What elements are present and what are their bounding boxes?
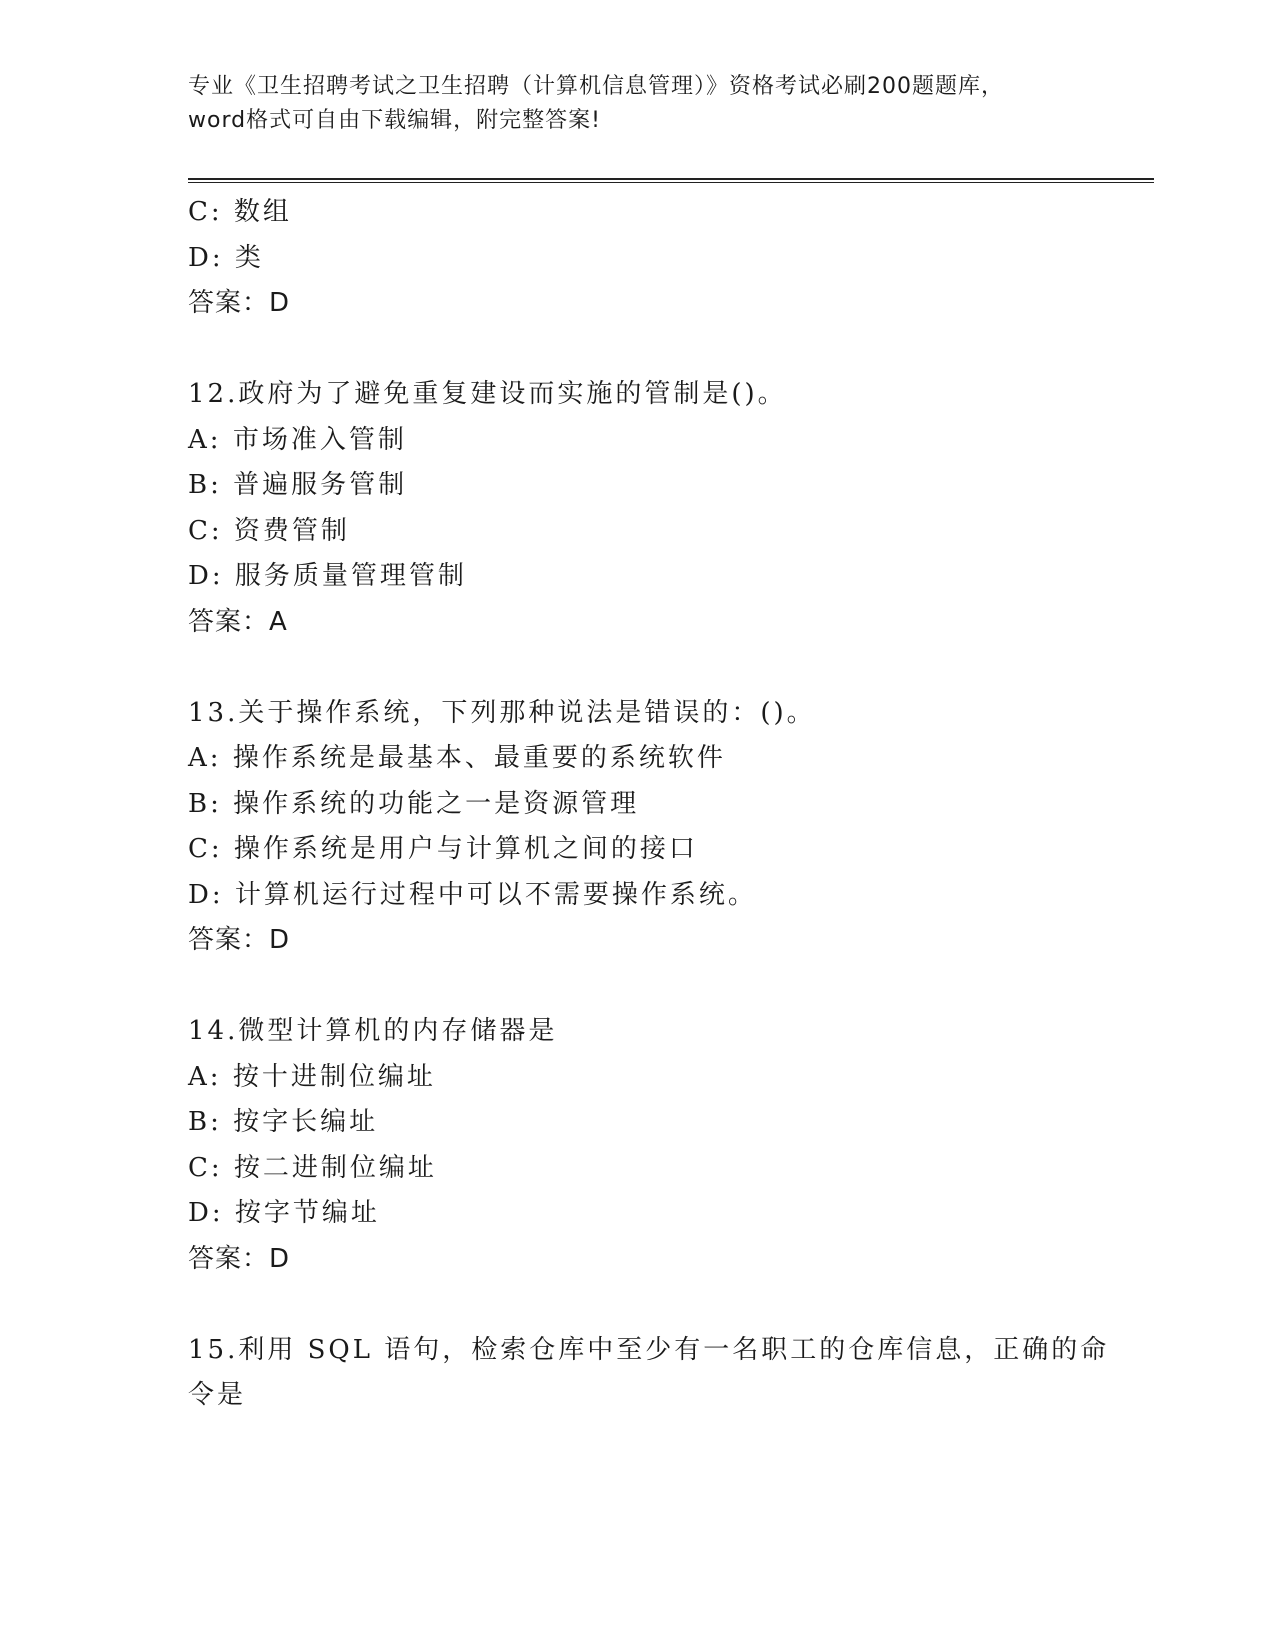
option-letter: C: <box>188 1152 223 1183</box>
option-letter: D: <box>188 561 224 591</box>
option-a <box>188 418 1088 464</box>
header-title-line-2: word格式可自由下载编辑，附完整答案! <box>188 108 601 133</box>
option-text: 计算机运行过程中可以不需要操作系统。 <box>234 879 757 910</box>
option-text: 普遍服务管制 <box>233 470 408 500</box>
option-d <box>188 1191 1088 1237</box>
question-list <box>188 190 1110 1419</box>
option-b <box>188 1100 1088 1146</box>
option-letter: A: <box>188 1061 222 1092</box>
option-text: 按十进制位编址 <box>232 1061 436 1092</box>
option-d <box>188 873 1088 919</box>
answer-line: 答案：D <box>188 1243 291 1274</box>
question-stem-15-line-2: 令是 <box>188 1380 247 1410</box>
answer-line: 答案：A <box>188 606 288 637</box>
option-letter: D: <box>188 879 224 910</box>
option-d <box>188 554 1088 600</box>
option-letter: C: <box>188 197 223 227</box>
header-title-line-1: 专业《卫生招聘考试之卫生招聘（计算机信息管理）》资格考试必刷200题题库， <box>188 74 1004 99</box>
option-text: 操作系统是用户与计算机之间的接口 <box>233 834 698 864</box>
option-a <box>188 1055 1088 1101</box>
option-c <box>188 190 1088 236</box>
option-letter: C: <box>188 515 223 546</box>
option-text: 操作系统是最基本、最重要的系统软件 <box>232 743 726 773</box>
question-stem-12: 12.政府为了避免重复建设而实施的管制是()。 <box>188 379 787 409</box>
option-b <box>188 463 1088 509</box>
document-header <box>188 70 1088 138</box>
option-letter: B: <box>188 788 222 819</box>
question-stem-15-line-1: 15.利用 SQL 语句，检索仓库中至少有一名职工的仓库信息，正确的命 <box>188 1334 1110 1365</box>
question-stem-13: 13.关于操作系统，下列那种说法是错误的：()。 <box>188 697 816 728</box>
option-letter: B: <box>188 1107 222 1137</box>
header-divider-thin <box>188 182 1154 183</box>
option-letter: D: <box>188 242 224 273</box>
option-letter: D: <box>188 1198 224 1228</box>
option-text: 按字节编址 <box>234 1198 380 1228</box>
option-text: 按字长编址 <box>233 1107 379 1137</box>
option-text: 数组 <box>233 197 292 227</box>
option-text: 服务质量管理管制 <box>234 561 467 591</box>
option-c <box>188 1146 1088 1192</box>
question-stem-14: 14.微型计算机的内存储器是 <box>188 1016 558 1046</box>
option-c <box>188 509 1088 555</box>
option-text: 市场准入管制 <box>232 424 407 455</box>
option-letter: A: <box>188 424 222 455</box>
option-text: 操作系统的功能之一是资源管理 <box>233 788 640 819</box>
option-b <box>188 782 1088 828</box>
option-d <box>188 236 1088 282</box>
option-a <box>188 736 1088 782</box>
option-text: 类 <box>234 242 264 273</box>
header-divider <box>188 178 1154 180</box>
option-letter: B: <box>188 470 222 500</box>
option-text: 资费管制 <box>233 515 350 546</box>
option-text: 按二进制位编址 <box>233 1152 437 1183</box>
option-letter: A: <box>188 743 222 773</box>
option-letter: C: <box>188 834 223 864</box>
option-c <box>188 827 1088 873</box>
answer-line: 答案：D <box>188 925 291 955</box>
answer-line: 答案：D <box>188 288 291 318</box>
